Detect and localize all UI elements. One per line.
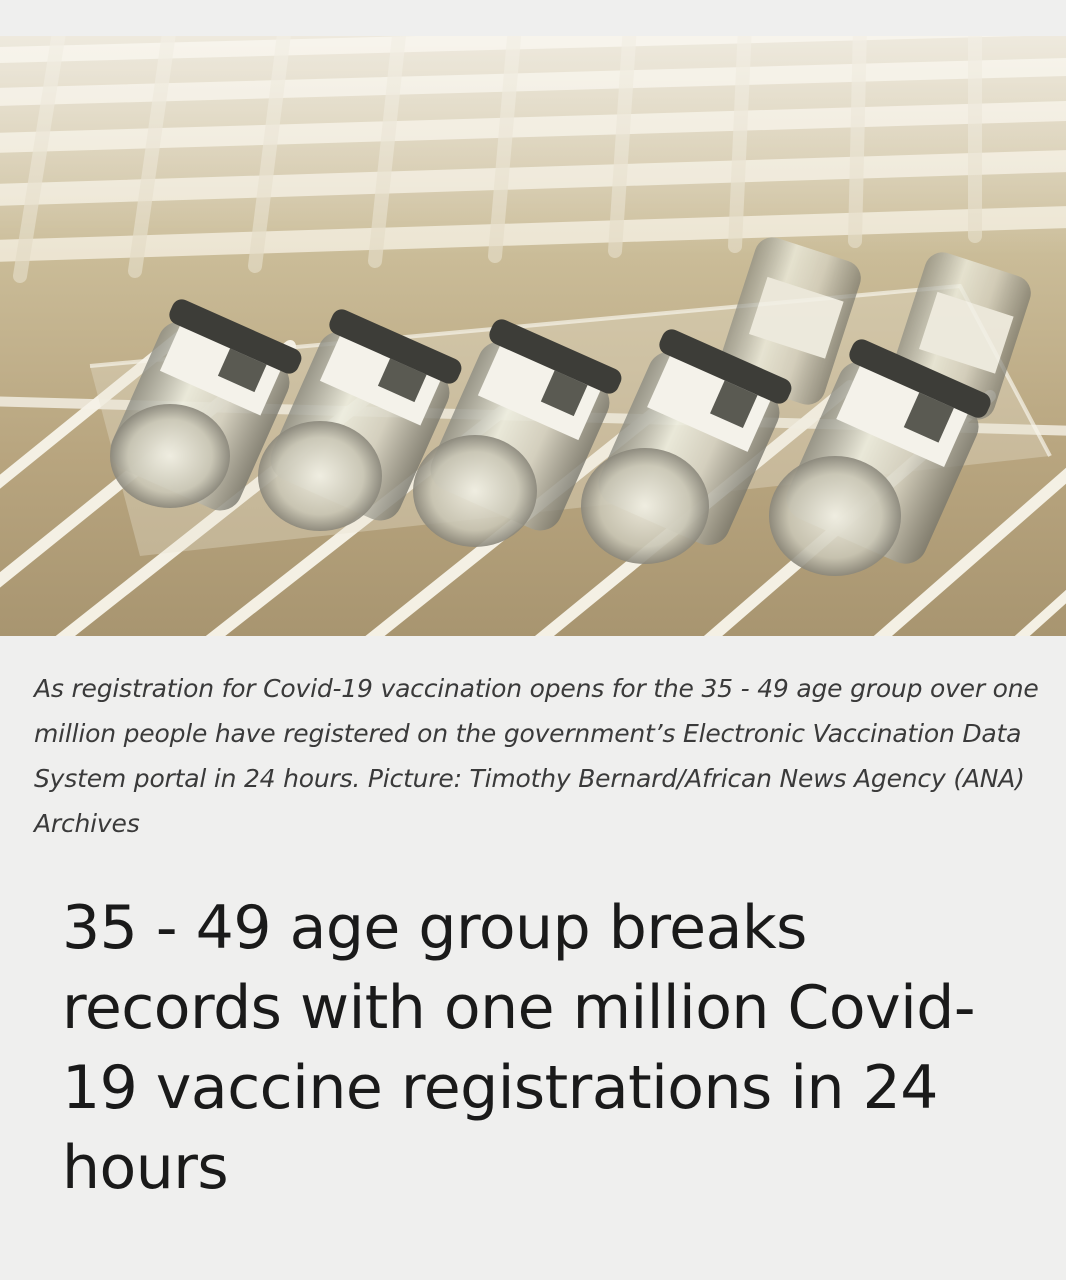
photo-caption: As registration for Covid-19 vaccination opens for the 35 - 49 age group over one million people have registered on the government’s Electronic Vaccination Data System portal in 24 hours. Picture: Timothy Bernard/African News Agency (ANA) Archives	[34, 674, 1039, 838]
article-photo	[0, 36, 1066, 636]
vaccine-vials-photo	[0, 36, 1066, 636]
article-headline: 35 - 49 age group breaks records with one million Covid-19 vaccine registrations in 24 hours	[62, 893, 976, 1203]
